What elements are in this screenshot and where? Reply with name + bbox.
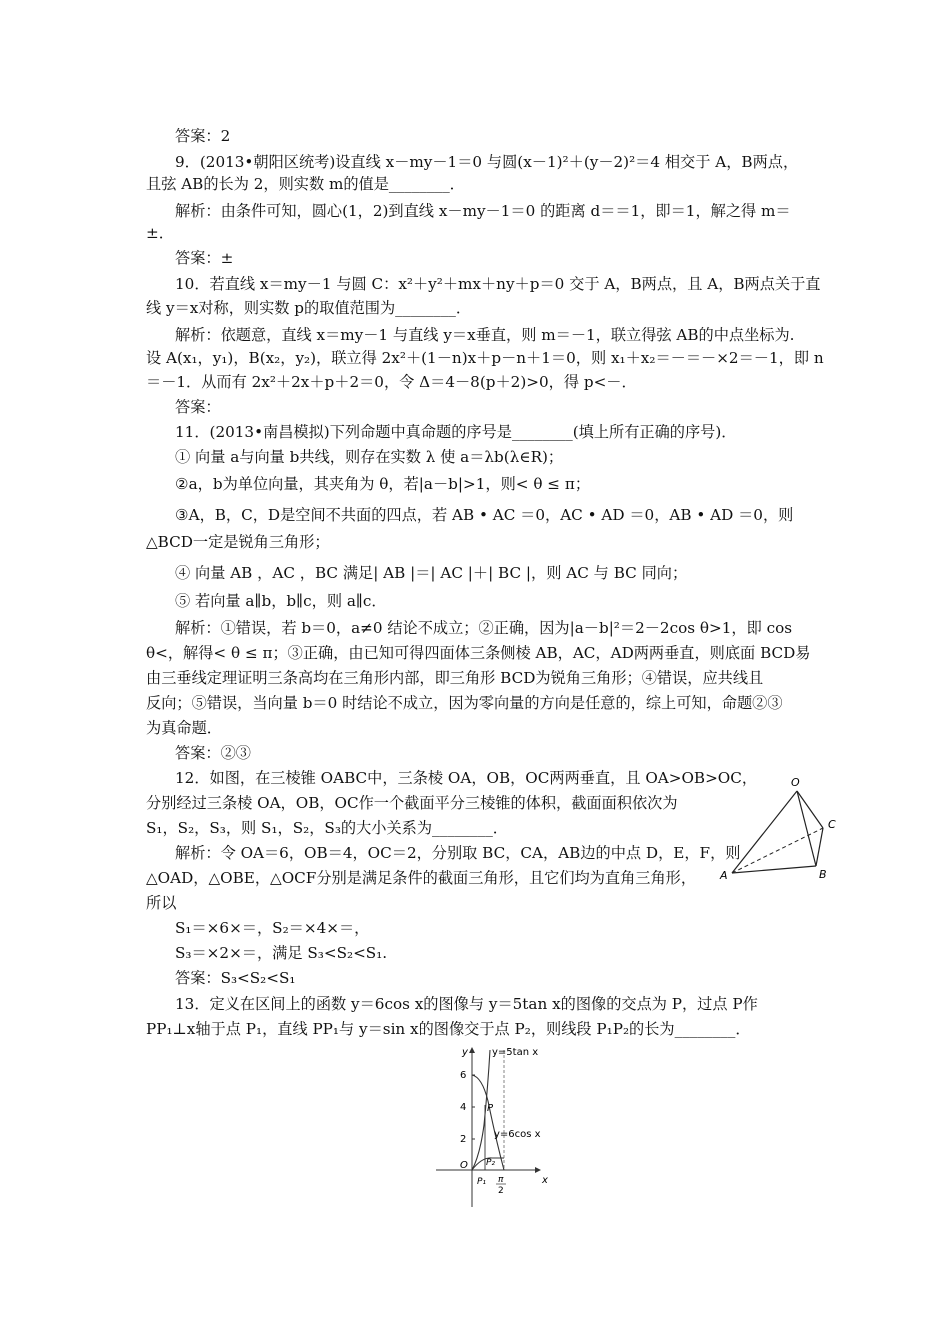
edge-ob: [797, 791, 816, 866]
label-y-axis: y: [462, 1047, 468, 1058]
label-tick-2: 2: [460, 1134, 467, 1145]
label-a: A: [720, 869, 728, 882]
problem-11-item5: ⑤ 若向量 a∥b，b∥c，则 a∥c．: [175, 592, 387, 610]
problem-10-line2: 线 y＝x对称，则实数 p的取值范围为________．: [146, 299, 472, 317]
problem-12-line2: 分别经过三条棱 OA，OB，OC作一个截面平分三棱锥的体积，截面面积依次为: [146, 794, 678, 812]
problem-11-item1: ① 向量 a与向量 b共线，则存在实数 λ 使 a＝λb(λ∈R)；: [175, 448, 564, 466]
solution-12-line1: 解析：令 OA＝6，OB＝4，OC＝2，分别取 BC，CA，AB边的中点 D，E，F，则: [175, 844, 741, 862]
label-tick-6: 6: [460, 1070, 467, 1081]
answer-12: 答案：S₃<S₂<S₁: [175, 969, 296, 987]
solution-11-line3: 由三垂线定理证明三条高均在三角形内部，即三角形 BCD为锐角三角形；④错误，应共线且: [146, 669, 764, 687]
solution-11-line5: 为真命题．: [146, 719, 222, 737]
solution-12-line5: S₃＝×2×＝，满足 S₃<S₂<S₁.: [175, 944, 388, 962]
function-graph-figure: [430, 1045, 560, 1210]
answer-10: 答案：: [175, 398, 221, 416]
solution-9-line1: 解析：由条件可知，圆心(1，2)到直线 x－my－1＝0 的距离 d＝＝1，即＝1，解之得 m＝: [175, 202, 791, 220]
label-pi: π: [498, 1175, 504, 1185]
problem-13-line1: 13．定义在区间上的函数 y＝6cos x的图像与 y＝5tan x的图像的交点为 P，过点 P作: [175, 995, 758, 1013]
problem-11-item3-line2: △BCD一定是锐角三角形；: [146, 533, 330, 551]
label-p1: P₁: [477, 1177, 487, 1187]
solution-11-line2: θ<，解得< θ ≤ π；③正确，由已知可得四面体三条侧棱 AB，AC，AD两两垂直，则底面 BCD易: [146, 644, 811, 662]
answer-9: 答案：±: [175, 249, 234, 267]
solution-10-line1: 解析：依题意，直线 x＝my－1 与直线 y＝x垂直，则 m＝－1，联立得弦 AB的中点坐标为.: [175, 326, 795, 344]
problem-11-item3-line1: ③A，B，C，D是空间不共面的四点，若 AB • AC ＝0，AC • AD ＝0，AB • AD ＝0，则: [175, 506, 794, 524]
problem-11-item4: ④ 向量 AB ，AC ，BC 满足| AB |＝| AC |＋| BC |，则 AC 与 BC 同向；: [175, 564, 688, 582]
label-two: 2: [498, 1186, 504, 1196]
tetrahedron-figure: [715, 775, 845, 885]
label-cos-curve: y=6cos x: [494, 1129, 541, 1140]
edge-ab: [732, 866, 816, 873]
edge-bc: [816, 828, 823, 866]
solution-11-line1: 解析：①错误，若 b＝0，a≠0 结论不成立；②正确，因为|a－b|²＝2－2cos θ>1，即 cos: [175, 619, 793, 637]
answer-11: 答案：②③: [175, 744, 251, 762]
label-c: C: [828, 818, 836, 831]
cos-curve: [472, 1075, 504, 1170]
label-b: B: [819, 868, 827, 881]
problem-11-line1: 11．(2013•南昌模拟)下列命题中真命题的序号是________(填上所有正确的序号)．: [175, 423, 737, 441]
solution-12-line2: △OAD，△OBE，△OCF分别是满足条件的截面三角形，且它们均为直角三角形，: [146, 869, 697, 887]
solution-10-line3: ＝－1．从而有 2x²＋2x＋p＋2＝0，令 Δ＝4－8(p＋2)>0，得 p<－．: [146, 373, 637, 391]
edge-oa: [732, 791, 797, 873]
label-tick-4: 4: [460, 1102, 467, 1113]
problem-9-line1: 9．(2013•朝阳区统考)设直线 x－my－1＝0 与圆(x－1)²＋(y－2)²＝4 相交于 A，B两点，: [175, 153, 799, 171]
solution-10-line2: 设 A(x₁，y₁)，B(x₂，y₂)，联立得 2x²＋(1－n)x＋p－n＋1＝0，则 x₁＋x₂＝－＝－×2＝－1，即 n: [146, 349, 824, 367]
problem-11-item2: ②a，b为单位向量，其夹角为 θ，若|a－b|>1，则< θ ≤ π；: [175, 475, 591, 493]
label-o: O: [791, 776, 800, 789]
answer-8: 答案：2: [175, 127, 231, 145]
label-p2: P₂: [486, 1158, 496, 1168]
problem-12-line3: S₁，S₂，S₃，则 S₁，S₂，S₃的大小关系为________．: [146, 819, 508, 837]
problem-12-line1: 12．如图，在三棱锥 OABC中，三条棱 OA，OB，OC两两垂直，且 OA>OB>OC，: [175, 769, 758, 787]
solution-11-line4: 反向；⑤错误，当向量 b＝0 时结论不成立，因为零向量的方向是任意的，综上可知，命题②③: [146, 694, 783, 712]
solution-12-line4: S₁＝×6×＝，S₂＝×4×＝，: [175, 919, 370, 937]
label-origin: O: [460, 1160, 468, 1171]
solution-12-line3: 所以: [146, 894, 177, 912]
problem-13-line2: PP₁⊥x轴于点 P₁，直线 PP₁与 y＝sin x的图像交于点 P₂，则线段 P₁P₂的长为________．: [146, 1020, 751, 1038]
edge-oc: [797, 791, 823, 828]
label-tan-curve: y=5tan x: [492, 1047, 539, 1058]
label-x-axis: x: [542, 1175, 548, 1186]
solution-9-line2: ±．: [146, 224, 174, 242]
problem-9-line2: 且弦 AB的长为 2，则实数 m的值是________．: [146, 175, 465, 193]
label-p: P: [487, 1103, 494, 1114]
problem-10-line1: 10．若直线 x＝my－1 与圆 C：x²＋y²＋mx＋ny＋p＝0 交于 A，B两点，且 A，B两点关于直: [175, 275, 821, 293]
